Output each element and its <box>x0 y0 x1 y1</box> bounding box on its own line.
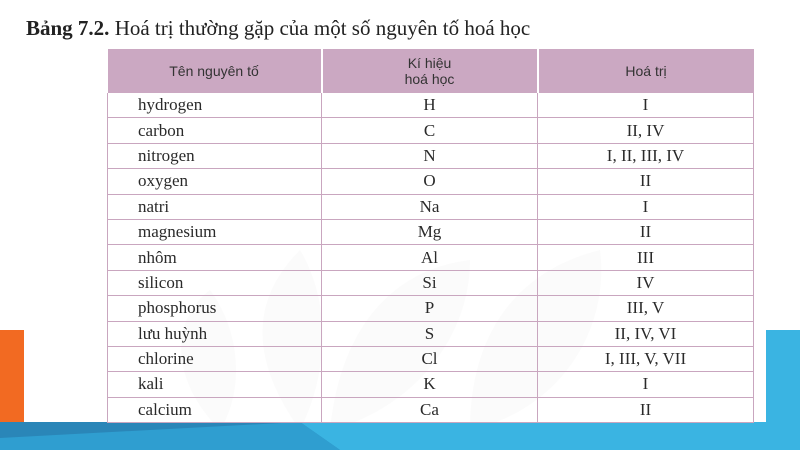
caption-text: Hoá trị thường gặp của một số nguyên tố hoá học <box>114 16 531 40</box>
cell-valence: II, IV, VI <box>538 321 754 346</box>
cell-element-name: lưu huỳnh <box>108 321 322 346</box>
cell-element-name: magnesium <box>108 219 322 244</box>
cell-element-name: chlorine <box>108 346 322 371</box>
cell-element-name: nhôm <box>108 245 322 270</box>
cell-symbol: S <box>322 321 538 346</box>
cell-symbol: K <box>322 372 538 397</box>
table-row <box>108 245 754 270</box>
table-row <box>108 372 754 397</box>
table-row <box>108 93 754 118</box>
cell-valence: IV <box>538 270 754 295</box>
table-row <box>108 321 754 346</box>
cell-element-name: oxygen <box>108 169 322 194</box>
header-symbol <box>322 49 538 93</box>
table-row <box>108 219 754 244</box>
cell-symbol: Na <box>322 194 538 219</box>
cell-element-name: nitrogen <box>108 143 322 168</box>
table-row <box>108 169 754 194</box>
cell-symbol: Al <box>322 245 538 270</box>
cell-symbol: Mg <box>322 219 538 244</box>
cell-symbol: P <box>322 296 538 321</box>
table-row <box>108 296 754 321</box>
table-row <box>108 346 754 371</box>
table-row <box>108 270 754 295</box>
cell-element-name: hydrogen <box>108 93 322 118</box>
cell-valence: I, II, III, IV <box>538 143 754 168</box>
cell-valence: III <box>538 245 754 270</box>
cell-valence: III, V <box>538 296 754 321</box>
cell-element-name: carbon <box>108 118 322 143</box>
cell-element-name: kali <box>108 372 322 397</box>
cell-valence: I <box>538 93 754 118</box>
valence-table <box>107 49 754 423</box>
cell-symbol: C <box>322 118 538 143</box>
header-valence: Hoá trị <box>538 49 754 93</box>
caption-label: Bảng 7.2. <box>26 16 110 40</box>
table-header-row <box>108 49 754 93</box>
cell-valence: I <box>538 194 754 219</box>
cell-valence: II, IV <box>538 118 754 143</box>
cell-valence: I, III, V, VII <box>538 346 754 371</box>
header-symbol-line1: Kí hiệu <box>407 55 452 71</box>
header-element-name: Tên nguyên tố <box>108 49 322 93</box>
cell-symbol: Ca <box>322 397 538 422</box>
table-row <box>108 118 754 143</box>
table-row <box>108 194 754 219</box>
table-row <box>108 397 754 422</box>
cell-element-name: phosphorus <box>108 296 322 321</box>
header-symbol-line2: hoá học <box>404 71 455 87</box>
cell-element-name: natri <box>108 194 322 219</box>
cell-valence: II <box>538 219 754 244</box>
cell-symbol: O <box>322 169 538 194</box>
cell-symbol: N <box>322 143 538 168</box>
cell-element-name: silicon <box>108 270 322 295</box>
cell-symbol: Cl <box>322 346 538 371</box>
cell-valence: II <box>538 169 754 194</box>
cell-valence: II <box>538 397 754 422</box>
table-row <box>108 143 754 168</box>
cell-symbol: H <box>322 93 538 118</box>
cell-symbol: Si <box>322 270 538 295</box>
cell-valence: I <box>538 372 754 397</box>
table-caption <box>26 16 530 41</box>
cell-element-name: calcium <box>108 397 322 422</box>
bottom-light-band <box>300 422 800 450</box>
